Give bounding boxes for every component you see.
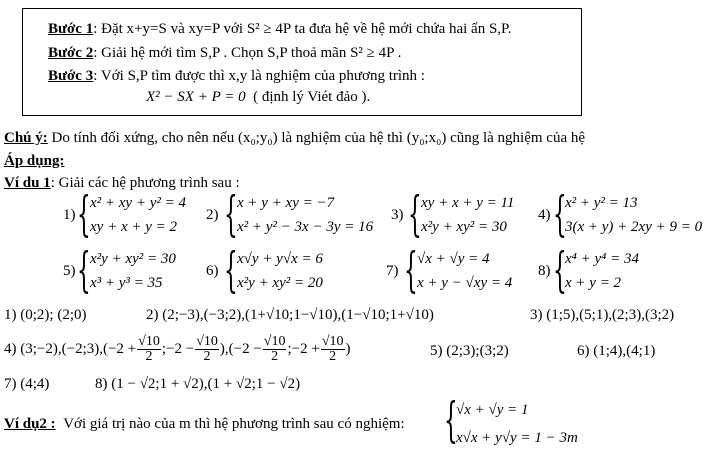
fraction-2-den: 2 <box>203 349 211 364</box>
answer-4-end: ) <box>345 340 351 357</box>
system-6-num: 6) <box>206 263 219 279</box>
system-7-num: 7) <box>386 263 399 279</box>
fraction-3-den: 2 <box>271 349 279 364</box>
example2-text: Với giá trị nào của m thì hệ phương trình sau có nghiệm: <box>63 416 405 432</box>
system-4-num: 4) <box>538 207 551 223</box>
example2-line <box>4 416 405 433</box>
system-4-line1: x² + y² = 13 <box>565 195 638 211</box>
system-2-line2: x² + y² − 3x − 3y = 16 <box>237 219 374 235</box>
step2-label: Bước 2 <box>48 45 94 61</box>
system-5-num: 5) <box>63 263 76 279</box>
answer-4-mid3: ;−2 + <box>287 340 320 357</box>
step1-text: : Đặt x+y=S và xy=P với S² ≥ 4P ta đưa hệ về hệ mới chứa hai ẩn S,P. <box>93 21 512 37</box>
answer-6: 6) (1;4),(4;1) <box>577 343 656 359</box>
system-4-line2: 3(x + y) + 2xy + 9 = 0 <box>565 219 703 235</box>
step2-text: : Giải hệ mới tìm S,P . Chọn S,P thoả mãn S² ≥ 4P . <box>93 45 402 61</box>
system-3-brace: { <box>408 186 422 242</box>
system-1-line1: x² + xy + y² = 4 <box>90 195 186 211</box>
step3-label: Bước 3 <box>48 68 94 84</box>
answer-4-mid1: ;−2 − <box>161 340 195 357</box>
system-6-line2: x²y + xy² = 20 <box>237 275 323 291</box>
fraction-4-den: 2 <box>329 349 337 364</box>
system-8-line2: x + y = 2 <box>565 275 622 291</box>
step3-text: : Với S,P tìm được thì x,y là nghiệm của phương trình : <box>93 68 425 84</box>
step2 <box>48 45 401 62</box>
example1-heading <box>4 175 240 192</box>
fraction-2-num: √10 <box>196 334 218 349</box>
system-8-brace: { <box>553 242 567 298</box>
note-line <box>4 130 585 147</box>
fraction-1 <box>137 335 161 364</box>
step1-label: Bước 1 <box>48 21 94 37</box>
answer-4-mid2: ),(−2 − <box>219 340 262 357</box>
fraction-4-num: √10 <box>321 334 344 349</box>
system-7-brace: { <box>404 242 418 298</box>
system-3-line1: xy + x + y = 11 <box>421 195 515 211</box>
system-5-line2: x³ + y³ = 35 <box>90 275 163 291</box>
example1-text: : Giải các hệ phương trình sau : <box>50 175 240 191</box>
system-4-brace: { <box>553 186 567 242</box>
step1 <box>48 21 511 38</box>
system-8-line1: x⁴ + y⁴ = 34 <box>565 251 639 267</box>
answer-3: 3) (1;5),(5;1),(2;3),(3;2) <box>530 307 675 323</box>
viet-note: ( định lý Viét đảo ). <box>253 89 371 105</box>
system-1-brace: { <box>77 186 91 242</box>
answer-2: 2) (2;−3),(−3;2),(1+√10;1−√10),(1−√10;1+√10) <box>146 307 434 323</box>
fraction-1-num: √10 <box>138 334 160 349</box>
fraction-2 <box>195 335 219 364</box>
example2-line2: x√x + y√y = 1 − 3m <box>456 430 578 446</box>
system-6-line1: x√y + y√x = 6 <box>237 251 323 267</box>
system-1-num: 1) <box>63 207 76 223</box>
system-2-line1: x + y + xy = −7 <box>237 195 335 211</box>
note-label: Chú ý: <box>4 130 48 146</box>
system-2-num: 2) <box>206 207 219 223</box>
fraction-3-num: √10 <box>263 334 286 349</box>
fraction-4 <box>321 335 345 364</box>
example2-label: Ví dụ2 : <box>4 416 56 432</box>
fraction-3 <box>263 335 287 364</box>
answer-5: 5) (2;3);(3;2) <box>430 343 509 359</box>
answer-8: 8) (1 − √2;1 + √2),(1 + √2;1 − √2) <box>95 376 301 392</box>
answer-4 <box>4 335 351 364</box>
viet-equation: X² − SX + P = 0 <box>146 89 246 105</box>
answer-4-pre: 4) (3;−2),(−2;3),(−2 + <box>4 340 137 357</box>
system-2-brace: { <box>224 186 238 242</box>
apdung-heading <box>4 153 64 170</box>
fraction-1-den: 2 <box>145 349 153 364</box>
system-5-brace: { <box>77 242 91 298</box>
system-3-num: 3) <box>391 207 404 223</box>
step3 <box>48 68 425 85</box>
example2-line1: √x + √y = 1 <box>456 402 529 418</box>
example2-brace: { <box>444 392 458 448</box>
system-5-line1: x²y + xy² = 30 <box>90 251 176 267</box>
system-8-num: 8) <box>538 263 551 279</box>
system-3-line2: x²y + xy² = 30 <box>421 219 507 235</box>
answer-7: 7) (4;4) <box>4 376 50 392</box>
note-text: Do tính đối xứng, cho nên nếu (x₀;y₀) là nghiệm của hệ thì (y₀;x₀) cũng là nghiệm của hệ <box>47 130 586 146</box>
system-7-line2: x + y − √xy = 4 <box>417 275 513 291</box>
step3-equation-line <box>146 89 370 106</box>
answer-1: 1) (0;2); (2;0) <box>4 307 87 323</box>
system-6-brace: { <box>224 242 238 298</box>
system-1-line2: xy + x + y = 2 <box>90 219 177 235</box>
apdung-label: Áp dụng: <box>4 153 65 169</box>
example1-label: Ví du 1 <box>4 175 51 191</box>
system-7-line1: √x + √y = 4 <box>417 251 490 267</box>
